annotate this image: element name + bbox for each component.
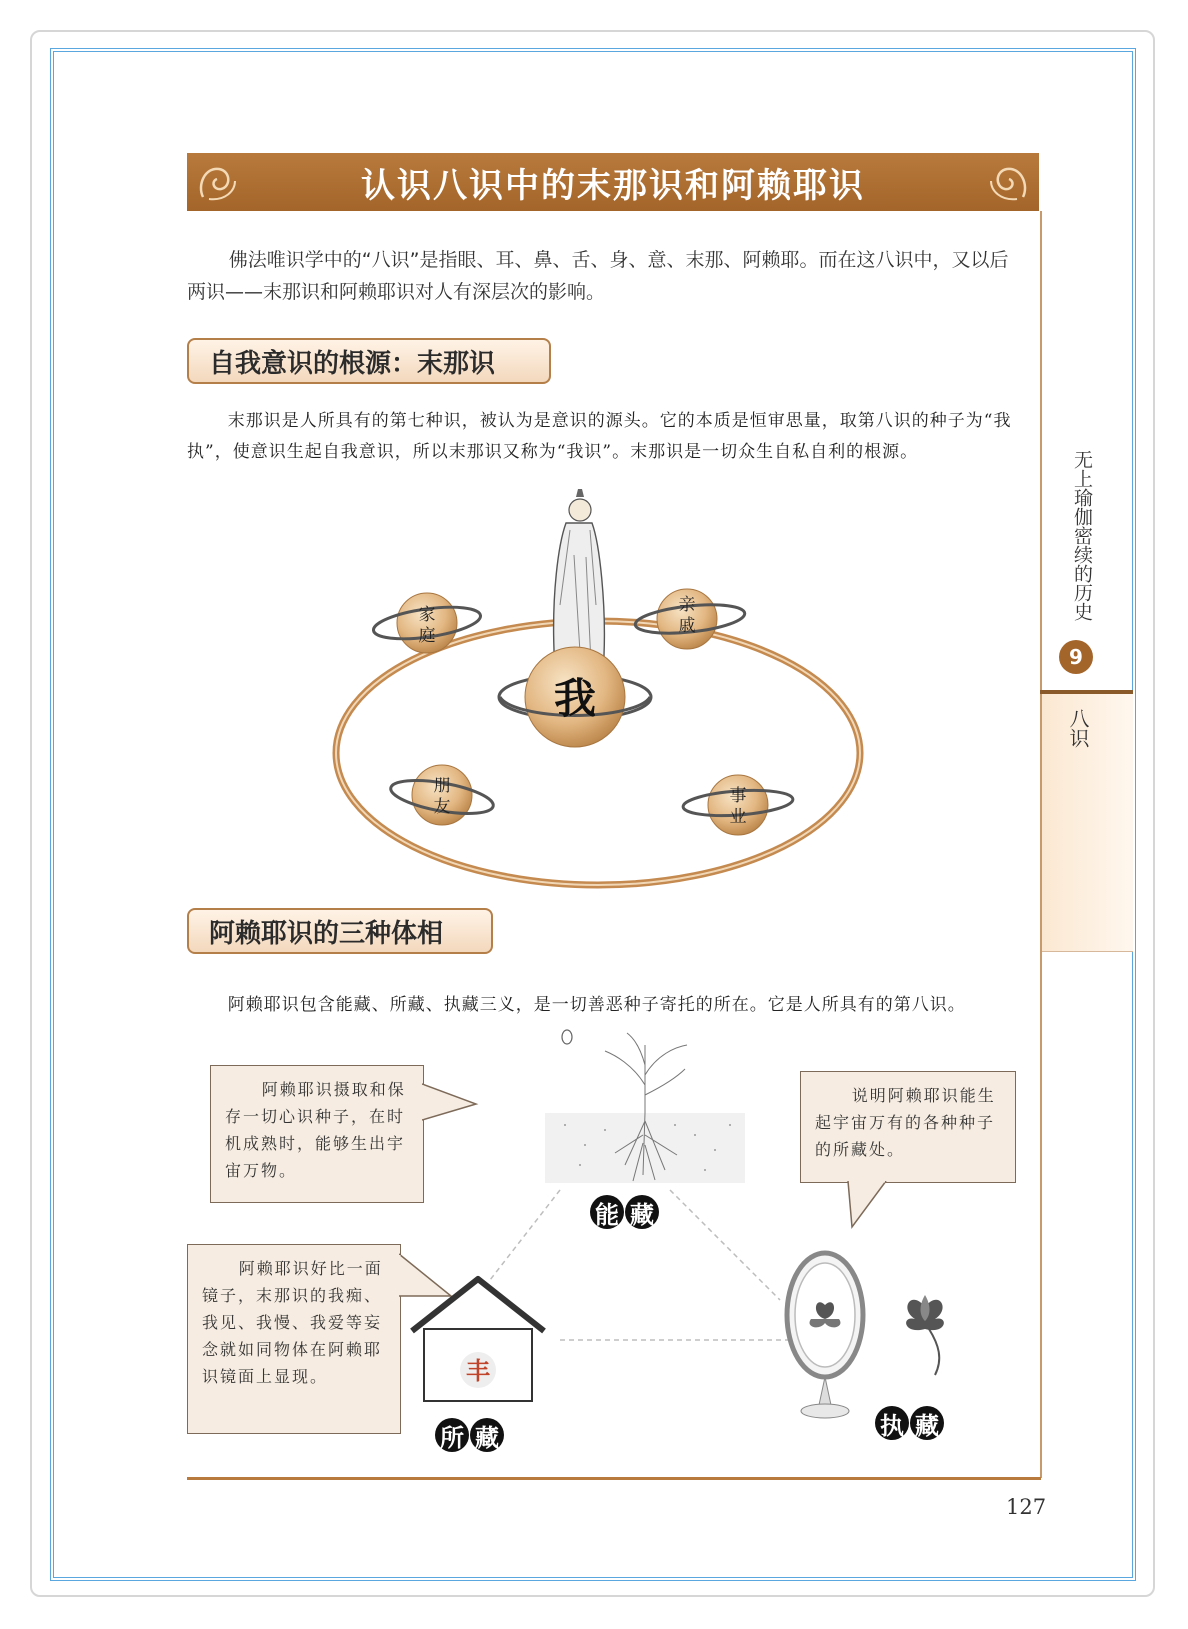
page-title: 认识八识中的末那识和阿赖耶识 <box>361 165 865 206</box>
section-heading-alaya: 阿赖耶识的三种体相 <box>187 908 493 954</box>
label-stored <box>435 1418 504 1452</box>
planet-friends-label-2: 友 <box>433 797 451 817</box>
planet-relatives-label-1: 亲 <box>678 595 696 615</box>
intro-paragraph: 佛法唯识学中的“八识”是指眼、耳、鼻、舌、身、意、末那、阿赖耶。而在这八识中，又以后两识——末那识和阿赖耶识对人有深层次的影响。 <box>187 249 1009 303</box>
bottom-rule <box>187 1477 1041 1480</box>
planet-family-label-2: 庭 <box>418 626 436 646</box>
section-alaya-body: 阿赖耶识包含能藏、所藏、执藏三义，是一切善恶种子寄托的所在。它是人所具有的第八识。 <box>227 995 966 1015</box>
speech-bubble-mirror: 阿赖耶识好比一面镜子，末那识的我痴、我见、我慢、我爱等妄念就如同物体在阿赖耶识镜面上显现。 <box>187 1244 401 1434</box>
planet-family <box>372 593 483 653</box>
side-chapter-title: 无上瑜伽密续的历史 <box>1071 450 1093 621</box>
center-ball-label: 我 <box>553 674 597 723</box>
section-heading-manas: 自我意识的根源：末那识 <box>187 338 551 384</box>
sprout-seed-illustration <box>545 1025 745 1195</box>
label-zhi-char-2: 藏 <box>910 1406 944 1440</box>
house-symbol: 丰 <box>466 1356 490 1385</box>
label-attached-storing <box>875 1406 944 1440</box>
bubble-tail-stored <box>846 1181 890 1231</box>
side-chapter-number: 9 <box>1059 640 1093 674</box>
page-number: 127 <box>1006 1495 1047 1519</box>
section-manas-body: 末那识是人所具有的第七种识，被认为是意识的源头。它的本质是恒审思量，取第八识的种子为“我执”，使意识生起自我意识，所以末那识又称为“我识”。末那识是一切众生自私自利的根源。 <box>187 411 1012 462</box>
planet-family-label-1: 家 <box>418 605 436 625</box>
planet-career-label-2: 业 <box>729 807 747 827</box>
ego-orbit-diagram <box>330 485 870 895</box>
title-banner <box>187 153 1039 211</box>
planet-friends <box>388 765 495 825</box>
side-bottom-rule <box>1042 951 1133 952</box>
center-ball-self <box>499 647 651 747</box>
planet-career <box>682 775 793 835</box>
speech-bubble-stored: 说明阿赖耶识能生起宇宙万有的各种种子的所藏处。 <box>800 1071 1016 1183</box>
planet-relatives-label-2: 戚 <box>678 616 696 636</box>
label-neng-char-1: 能 <box>590 1195 624 1229</box>
label-zhi-char-1: 执 <box>875 1406 909 1440</box>
planet-friends-label-1: 朋 <box>433 776 451 796</box>
bubble-tail-storing <box>422 1082 482 1122</box>
right-ornament-icon <box>985 159 1031 205</box>
label-neng-char-2: 藏 <box>625 1195 659 1229</box>
label-suo-char-2: 藏 <box>470 1418 504 1452</box>
house-illustration <box>408 1275 548 1405</box>
planet-career-label-1: 事 <box>729 786 747 806</box>
label-suo-char-1: 所 <box>435 1418 469 1452</box>
left-ornament-icon <box>195 159 241 205</box>
side-section-label: 八识 <box>1066 708 1090 748</box>
label-active-storing <box>590 1195 659 1229</box>
speech-bubble-storing: 阿赖耶识摄取和保存一切心识种子，在时机成熟时，能够生出宇宙万物。 <box>210 1065 424 1203</box>
